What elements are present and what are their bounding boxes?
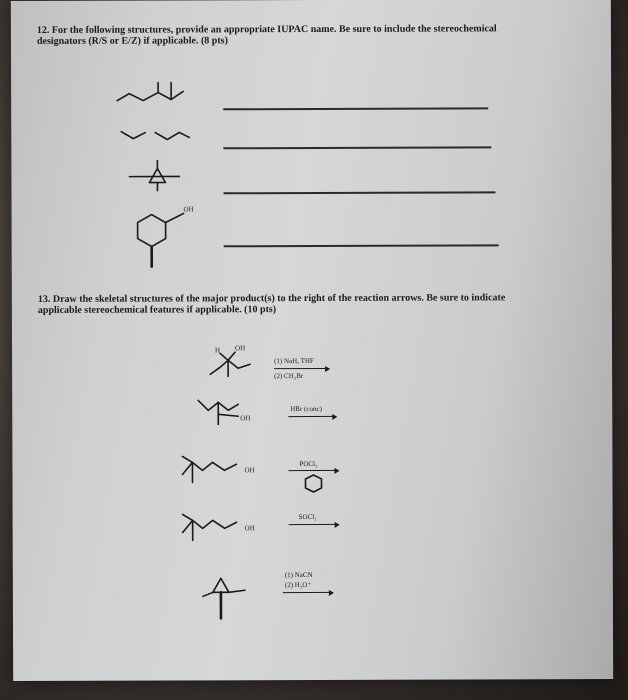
question-12-line1: 12. For the following structures, provide an appropriate IUPAC name. Be sure to include the stereochemical [36,23,497,36]
reactant-13-5 [203,578,245,618]
reactant-13-1 [210,352,250,376]
structure-12-1 [117,82,183,100]
worksheet-page [11,0,613,681]
reaction-arrow-5 [283,592,333,593]
reaction-arrow-3 [288,470,338,471]
pyridine-ring [305,475,321,492]
h-label-13-1: H [215,346,221,355]
oh-label-13-1: OH [235,344,246,353]
reactant-13-3 [182,456,236,482]
question-13-line1: 13. Draw the skeletal structures of the major product(s) to the right of the reaction arrows. Be sure to indicate [37,292,506,305]
oh-label-13-2: OH [240,414,251,423]
reagent-5-top: (1) NaCN [284,570,313,580]
reagent-1-top: (1) NaH, THF [274,356,314,366]
reactant-13-4 [183,514,237,540]
question-13-line2: applicable stereochemical features if applicable. (10 pts) [37,304,277,316]
reaction-arrow-2 [288,416,336,417]
reaction-arrow-4 [289,524,339,525]
structure-12-3 [129,160,179,190]
reagent-4-top: SOCl₂ [298,512,317,522]
oh-label-13-4: OH [244,524,255,533]
reagent-5-bottom: (2) H₃O⁺ [284,581,312,590]
reagent-3-top: POCl₃ [299,459,318,469]
structure-12-4 [138,213,184,266]
oh-label-13-3: OH [244,466,255,475]
reagent-1-bottom: (2) CH₃Br [274,372,304,381]
oh-label-12-4: OH [183,205,194,214]
reagent-2-top: HBr (conc) [290,404,322,414]
reaction-arrow-1 [274,368,329,369]
structure-12-2 [121,131,189,139]
reactant-13-2 [198,400,238,424]
question-13 [38,292,578,316]
question-12-line2: designators (R/S or E/Z) if applicable. (8 pts) [36,35,228,47]
